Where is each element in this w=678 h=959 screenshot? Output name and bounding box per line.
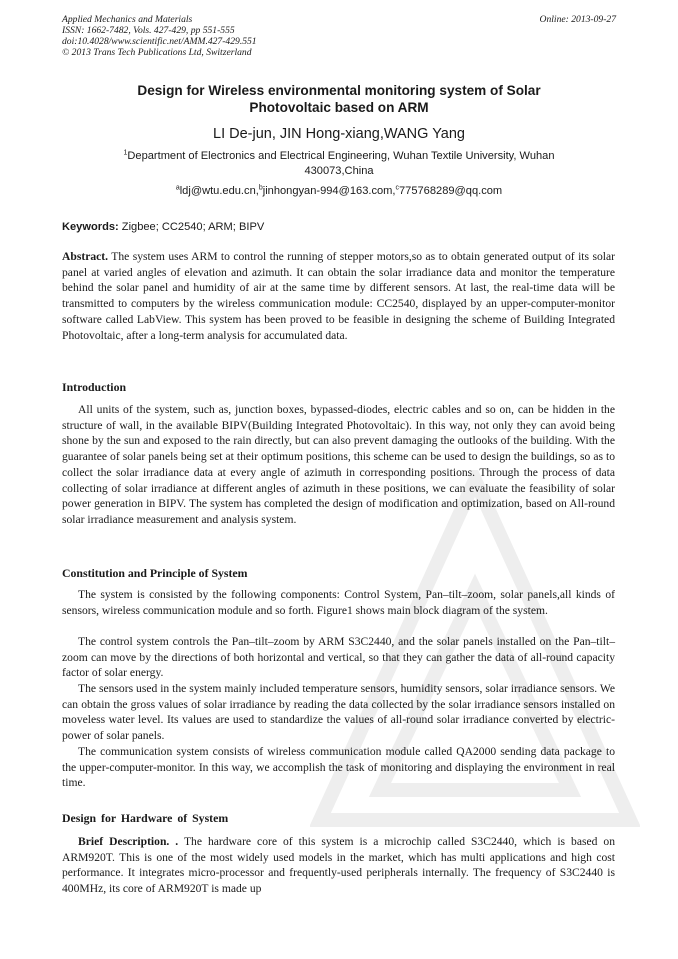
- journal-doi: doi:10.4028/www.scientific.net/AMM.427-429.551: [62, 36, 257, 47]
- email-b: jinhongyan-994@163.com,: [262, 185, 396, 197]
- journal-name: Applied Mechanics and Materials: [62, 14, 193, 25]
- hardware-paragraph: [62, 834, 615, 897]
- constitution-paragraph-4: The communication system consists of wireless communication module called QA2000 sending data package to the upper-computer-monitor. In this way, we accomplish the task of monitoring and displaying the environment in real time.: [62, 745, 615, 790]
- hardware-heading: Design for Hardware of System: [62, 811, 229, 825]
- affiliation-sup: 1: [123, 149, 128, 157]
- abstract-text: The system uses ARM to control the running of stepper motors,so as to obtain generated output of its solar panel at varied angles of elevation and azimuth. It can obtain the solar irradiance data and monitor the temperature behind the solar panel and humidity of air at the same time by different sensors. At last, the real-time data will be transmitted to computers by the wireless communication module: CC2540, displayed by an upper-computer-monitor software called LabView. This system has been proved to be feasible in designing the scheme of Building Integrated Photovoltaic, after a long-term analysis for accumulated data.: [62, 250, 615, 342]
- abstract-label: Abstract.: [62, 250, 109, 263]
- online-date: Online: 2013-09-27: [539, 14, 616, 25]
- journal-header: [62, 14, 257, 58]
- journal-issn: ISSN: 1662-7482, Vols. 427-429, pp 551-555: [62, 25, 235, 36]
- title-line-1: Design for Wireless environmental monitoring system of Solar: [137, 83, 541, 98]
- constitution-paragraph-2: The control system controls the Pan–tilt–zoom by ARM S3C2440, and the solar panels installed on the Pan–tilt–zoom can move by the directions of both horizontal and vertical, so that they can gather the data of all-round capacity factor of solar energy.: [62, 635, 615, 680]
- constitution-paragraph-1: The system is consisted by the following components: Control System, Pan–tilt–zoom, solar panels,all kinds of sensors, wireless communication module and so forth. Figure1 shows main block diagram of the system.: [62, 588, 615, 617]
- paper-title: [62, 82, 616, 116]
- journal-copyright: © 2013 Trans Tech Publications Ltd, Switzerland: [62, 47, 252, 58]
- keywords: [62, 220, 616, 235]
- hardware-subheading: Brief Description: [78, 835, 167, 848]
- affiliation: [62, 149, 616, 179]
- constitution-paragraph-3: The sensors used in the system mainly included temperature sensors, humidity sensors, solar irradiance sensors. We can obtain the gross values of solar irradiance by reading the data collected by the solar irradiance sensors installed on moveless water level. Its values are used to standardize the values of all-round solar irradiance converted by electric-power of solar panels.: [62, 682, 615, 743]
- email-c: 775768289@qq.com: [399, 185, 503, 197]
- hardware-text: The hardware core of this system is a microchip called S3C2440, which is based on ARM920T. This is one of the most widely used models in the market, which has multi applications and high cost performance. It integrates micro-processor and frequently-used peripherals internally. The frequency of S3C2440 is 400MHz, its core of ARM920T is made up: [62, 835, 615, 896]
- hardware-subheading-suffix: . .: [166, 835, 179, 848]
- introduction-paragraph: All units of the system, such as, junction boxes, bypassed-diodes, electric cables and so on, can be hidden in the structure of wall, in the available BIPV(Building Integrated Photovoltaic). In this way, not only they can avoid being shone by the sun and exposed to the rain directly, but can also prevent damaging the outlooks of the building. With the guarantee of solar panels being set at their optimum positions, this scheme can be used to design the buildings, so as to collect the solar irradiance data at every angle of azimuth in corresponding positions. Through the process of data collecting of solar irradiance at different angles of azimuth in these positions, we can evaluate the feasibility of solar power generation in BIPV. The system has completed the design of modification and optimization, based on All-round solar irradiance measurement and analysis system.: [62, 403, 615, 526]
- keywords-label: Keywords:: [62, 221, 119, 233]
- email-a: ldj@wtu.edu.cn,: [179, 185, 259, 197]
- constitution-heading: Constitution and Principle of System: [62, 566, 248, 580]
- email-sup-b: b: [258, 184, 263, 192]
- title-line-2: Photovoltaic based on ARM: [249, 100, 429, 115]
- author-list: LI De-jun, JIN Hong-xiang,WANG Yang: [213, 126, 465, 142]
- affiliation-line-1: Department of Electronics and Electrical Engineering, Wuhan Textile University, Wuhan: [127, 150, 555, 162]
- email-list: [62, 184, 616, 199]
- affiliation-line-2: 430073,China: [304, 165, 374, 177]
- keywords-text: Zigbee; CC2540; ARM; BIPV: [118, 221, 265, 233]
- email-sup-a: a: [175, 184, 180, 192]
- abstract: [62, 249, 615, 343]
- introduction-heading: Introduction: [62, 380, 127, 394]
- email-sup-c: c: [395, 184, 399, 192]
